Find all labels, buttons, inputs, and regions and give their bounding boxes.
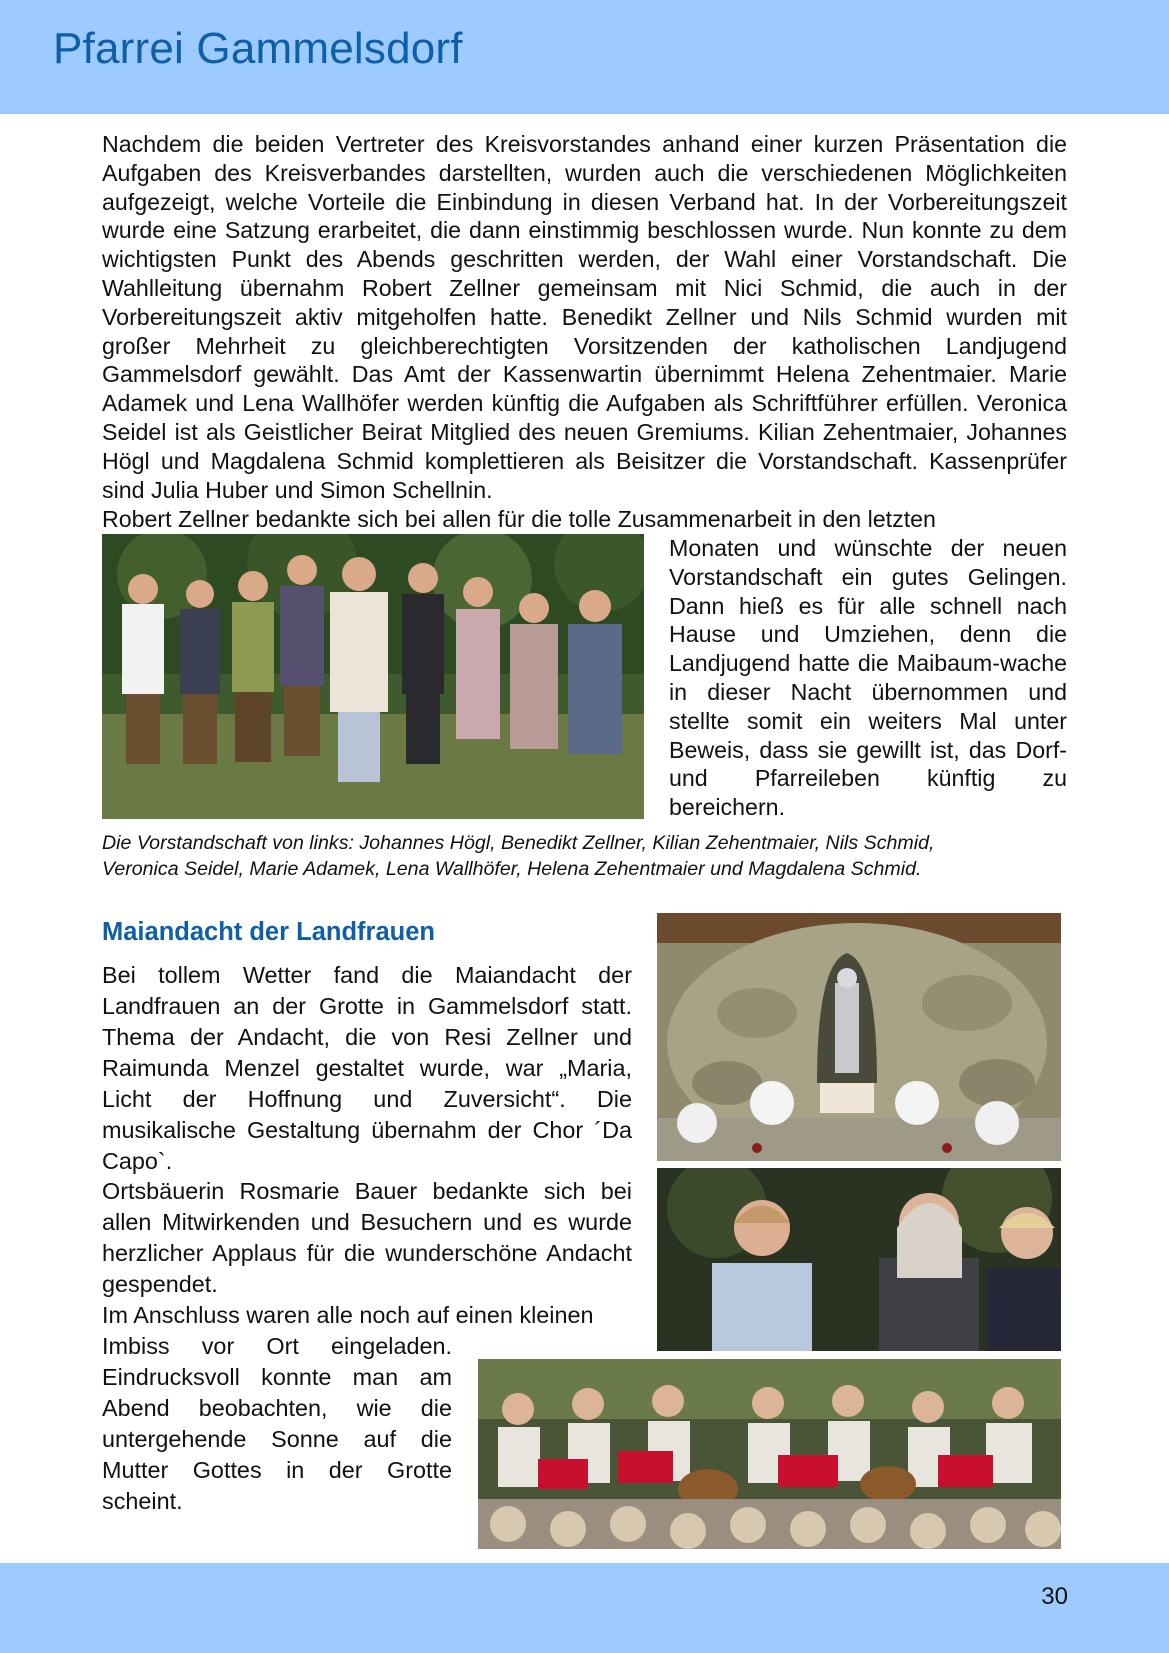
maiandacht-paragraph-1: Bei tollem Wetter fand die Maiandacht der Landfrauen an der Grotte in Gammelsdorf statt. Thema der Andacht, die von Resi Zellner und Raimunda Menzel gestaltet wurde, war „Maria, Licht der Hoffnung und Zuversicht“. Die musikalische Gestaltung übernahm der Chor ´Da Capo`. (102, 962, 632, 1174)
group-photo (102, 534, 644, 819)
choir-photo (478, 1359, 1061, 1549)
intro-paragraph: Nachdem die beiden Vertreter des Kreisvorstandes anhand einer kurzen Präsentation die Aufgaben des Kreisverbandes darstellten, wurden auch die verschiedenen Möglichkeiten aufgezeigt, welche Vorteile die Einbindung in diesen Verband hat. In der Vorbereitungszeit wurde eine Satzung erarbeitet, die dann einstimmig beschlossen wurde. Nun konnte zu dem wichtigsten Punkt des Abends geschritten werden, der Wahl einer Vorstandschaft. Die Wahlleitung übernahm Robert Zellner gemeinsam mit Nici Schmid, die auch in der Vorbereitungszeit aktiv mitgeholfen hatte. Benedikt Zellner und Nils Schmid wurden mit großer Mehrheit zu gleichberechtigten Vorsitzenden der katholischen Landjugend Gammelsdorf gewählt. Das Amt der Kassenwartin übernimmt Helena Zehentmaier. Marie Adamek und Lena Wallhöfer werden künftig die Aufgaben als Schriftführer erfüllen. Veronica Seidel ist als Geistlicher Beirat Mitglied des neuen Gremiums. Kilian Zehentmaier, Johannes Högl und Magdalena Schmid komplettieren als Beisitzer die Vorstandschaft. Kassenprüfer sind Julia Huber und Simon Schellnin. (102, 131, 1067, 503)
page-number: 30 (1041, 1583, 1068, 1610)
page-header (0, 0, 1169, 114)
maiandacht-paragraph-2: Ortsbäuerin Rosmarie Bauer bedankte sich bei allen Mitwirkenden und Besuchern und es wurde herzlicher Applaus für die wunderschöne Andacht gespendet. (102, 1178, 632, 1297)
page-footer (0, 1563, 1169, 1653)
section-heading: Maiandacht der Landfrauen (102, 918, 435, 946)
photo-caption-line-2: Veronica Seidel, Marie Adamek, Lena Wallhöfer, Helena Zehentmaier und Magdalena Schmid. (102, 858, 922, 880)
maiandacht-paragraph-3-rest: Imbiss vor Ort eingeladen. Eindrucksvoll konnte man am Abend beobachten, wie die untergehende Sonne auf die Mutter Gottes in der Grotte scheint. (102, 1333, 452, 1514)
maiandacht-paragraph-3-first-line: Im Anschluss waren alle noch auf einen kleinen (102, 1302, 594, 1328)
photo-caption-line-1: Die Vorstandschaft von links: Johannes Högl, Benedikt Zellner, Kilian Zehentmaier, Nils Schmid, (102, 832, 935, 854)
speakers-photo (657, 1168, 1061, 1351)
thanks-first-line: Robert Zellner bedankte sich bei allen für die tolle Zusammenarbeit in den letzten (102, 506, 936, 532)
thanks-continued: Monaten und wünschte der neuen Vorstandschaft ein gutes Gelingen. Dann hieß es für alle schnell nach Hause und Umziehen, denn die Landjugend hatte die Maibaum-wache in dieser Nacht übernommen und stellte somit ein weiters Mal unter Beweis, dass sie gewillt ist, das Dorf- und Pfarreileben künftig zu bereichern. (669, 535, 1067, 821)
page-title: Pfarrei Gammelsdorf (53, 24, 463, 73)
grotto-photo (657, 913, 1061, 1161)
